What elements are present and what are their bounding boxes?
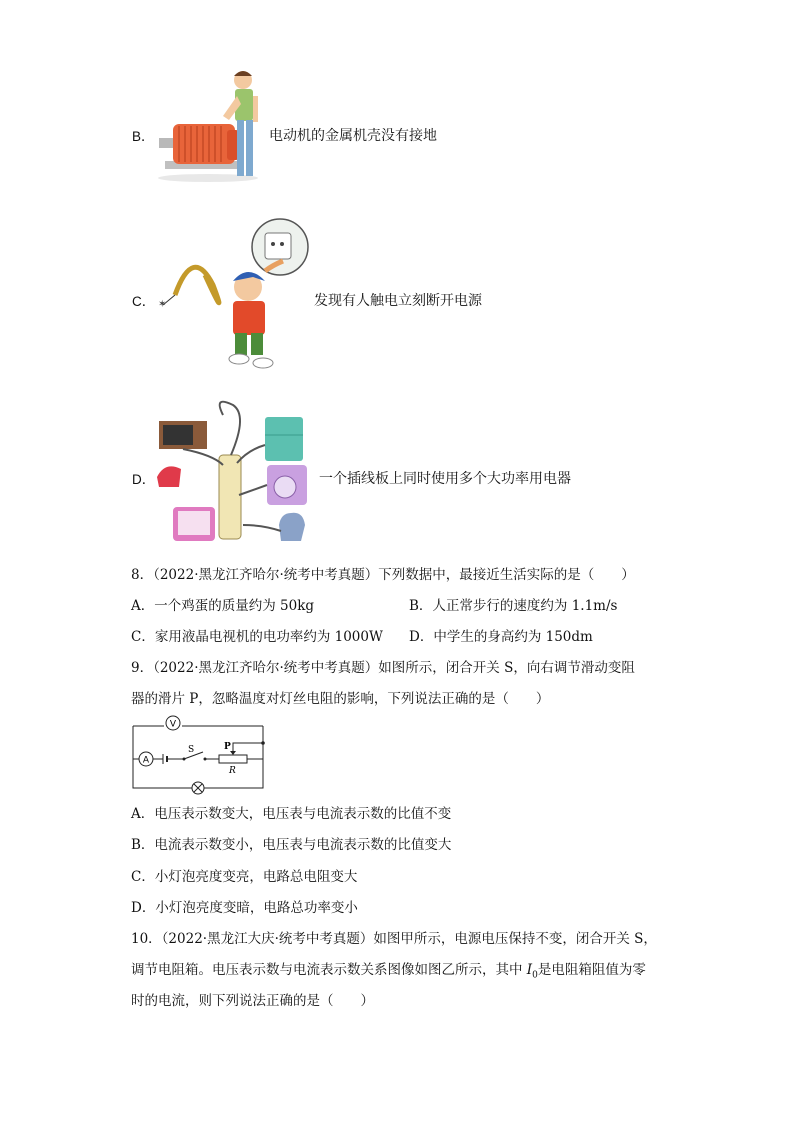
- resistor-label: R: [229, 766, 236, 776]
- option-d-label: D．: [132, 472, 156, 487]
- q9-option-d: D．小灯泡亮度变暗，电路总功率变小: [131, 900, 358, 916]
- voltmeter-label: V: [169, 719, 177, 730]
- q9-option-c: C．小灯泡亮度变亮，电路总电阻变大: [131, 869, 358, 885]
- q8-option-b: B．人正常步行的速度约为 1.1m/s: [409, 598, 618, 614]
- q10-line2-post: 是电阻箱阻值为零: [537, 962, 646, 978]
- resistor-icon: [219, 755, 247, 763]
- q8-option-a: A．一个鸡蛋的质量约为 50kg: [131, 598, 315, 614]
- q9-option-a: A．电压表示数变大，电压表与电流表示数的比值不变: [131, 806, 452, 822]
- slider-label: P: [224, 742, 231, 752]
- svg-text:✶: ✶: [158, 299, 167, 310]
- i0-symbol: I: [526, 962, 533, 978]
- option-d-caption: 一个插线板上同时使用多个大功率用电器: [319, 471, 571, 487]
- q9-option-b: B．电流表示数变小，电压表与电流表示数的比值变大: [131, 837, 452, 853]
- i0-subscript: 0: [532, 970, 538, 981]
- q10-line1: 10．（2022·黑龙江大庆·统考中考真题）如图甲所示，电源电压保持不变，闭合开关 S，: [131, 931, 657, 947]
- option-b-label: B．: [132, 129, 155, 144]
- ammeter-label: A: [142, 755, 150, 766]
- q10-line3: 时的电流，则下列说法正确的是（ ）: [131, 993, 374, 1009]
- option-b-caption: 电动机的金属机壳没有接地: [269, 128, 437, 144]
- q10-line2-pre: 调节电阻箱。电压表示数与电流表示数关系图像如图乙所示，其中: [131, 962, 527, 978]
- option-c-caption: 发现有人触电立刻断开电源: [314, 293, 482, 309]
- q8-stem: 8．（2022·黑龙江齐哈尔·统考中考真题）下列数据中，最接近生活实际的是（ ）: [131, 567, 635, 583]
- q9-stem-line1: 9．（2022·黑龙江齐哈尔·统考中考真题）如图所示，闭合开关 S，向右调节滑动变阻: [131, 660, 635, 676]
- circuit-diagram: [133, 716, 268, 794]
- electrocution-illustration: [153, 215, 313, 375]
- option-c-label: C．: [132, 294, 156, 309]
- switch-label: S: [188, 745, 195, 755]
- q9-stem-line2: 器的滑片 P，忽略温度对灯丝电阻的影响，下列说法正确的是（ ）: [131, 691, 550, 707]
- motor-man-illustration: [153, 66, 273, 191]
- q8-option-c: C．家用液晶电视机的电功率约为 1000W: [131, 629, 383, 645]
- q8-option-d: D．中学生的身高约为 150dm: [409, 629, 593, 645]
- power-strip-appliances-illustration: [153, 395, 323, 555]
- q10-line2: [131, 960, 646, 986]
